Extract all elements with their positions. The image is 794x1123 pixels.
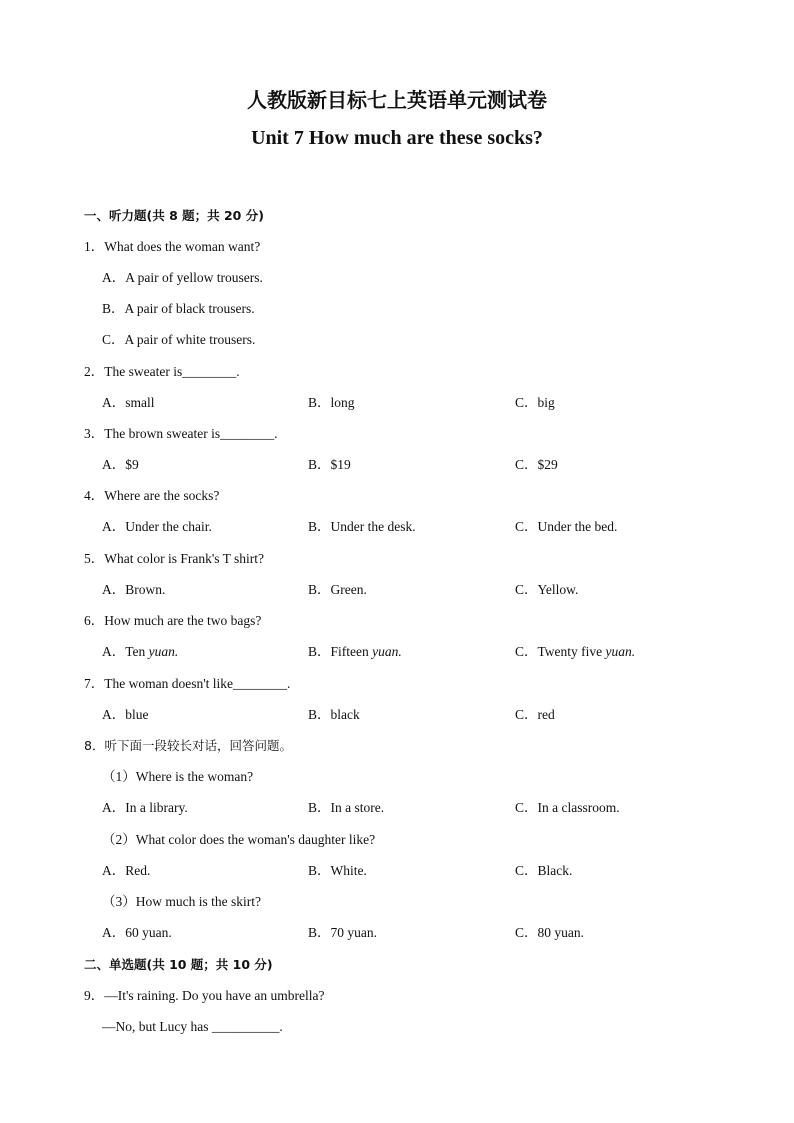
question-6-stem: 6．How much are the two bags? (84, 613, 262, 628)
question-2-option-a: A．small (102, 395, 155, 410)
question-5-option-b: B．Green. (308, 582, 367, 597)
question-8-sub-1-option-c: C．In a classroom. (515, 800, 620, 815)
question-6-option-c (515, 643, 635, 661)
question-3-option-b: B．$19 (308, 457, 351, 472)
question-8-sub-1-option-a: A．In a library. (102, 800, 188, 815)
question-7-option-b: B．black (308, 707, 360, 722)
question-5-stem: 5．What color is Frank's T shirt? (84, 551, 265, 566)
question-2-option-c: C．big (515, 395, 555, 410)
currency-unit: yuan. (372, 644, 402, 659)
question-3-stem: 3．The brown sweater is________. (84, 426, 278, 441)
question-8-sub-3: （3）How much is the skirt? (102, 894, 261, 909)
option-text: C．Twenty five (515, 644, 606, 659)
section-heading-listening: 一、听力题(共 8 题；共 20 分) (84, 208, 264, 223)
currency-unit: yuan. (605, 644, 636, 659)
section-heading-single-choice: 二、单选题(共 10 题；共 10 分) (84, 957, 273, 972)
question-5-option-c: C．Yellow. (515, 582, 579, 597)
question-9-line-2: —No, but Lucy has __________. (102, 1019, 283, 1034)
question-8-sub-2-option-c: C．Black. (515, 863, 573, 878)
question-8-stem: 8．听下面一段较长对话，回答问题。 (84, 738, 292, 753)
question-8-sub-3-option-b: B．70 yuan. (308, 925, 377, 940)
question-4-option-b: B．Under the desk. (308, 519, 416, 534)
question-8-sub-2: （2）What color does the woman's daughter like? (102, 832, 376, 847)
page-title-english: Unit 7 How much are these socks? (251, 127, 543, 149)
question-4-option-a: A．Under the chair. (102, 519, 212, 534)
question-2-option-b: B．long (308, 395, 355, 410)
question-1-option-c: C．A pair of white trousers. (102, 332, 256, 347)
option-text: A．Ten (102, 644, 149, 659)
question-8-sub-2-option-b: B．White. (308, 863, 367, 878)
question-6-option-a (102, 643, 178, 661)
option-text: B．Fifteen (308, 644, 373, 659)
page-title-chinese: 人教版新目标七上英语单元测试卷 (247, 88, 547, 112)
question-4-stem: 4．Where are the socks? (84, 488, 220, 503)
question-8-sub-1-option-b: B．In a store. (308, 800, 385, 815)
question-8-sub-3-option-a: A．60 yuan. (102, 925, 172, 940)
question-3-option-a: A．$9 (102, 457, 139, 472)
question-5-option-a: A．Brown. (102, 582, 166, 597)
question-1-option-a: A．A pair of yellow trousers. (102, 270, 263, 285)
question-3-option-c: C．$29 (515, 457, 558, 472)
question-7-option-a: A．blue (102, 707, 149, 722)
question-8-sub-2-option-a: A．Red. (102, 863, 151, 878)
question-9-line-1: 9．—It's raining. Do you have an umbrella? (84, 988, 325, 1003)
question-7-stem: 7．The woman doesn't like________. (84, 676, 291, 691)
question-8-sub-3-option-c: C．80 yuan. (515, 925, 584, 940)
question-1-stem: 1．What does the woman want? (84, 239, 261, 254)
question-2-stem: 2．The sweater is________. (84, 364, 240, 379)
question-8-sub-1: （1）Where is the woman? (102, 769, 254, 784)
currency-unit: yuan. (148, 644, 179, 659)
question-4-option-c: C．Under the bed. (515, 519, 618, 534)
question-6-option-b (308, 643, 402, 661)
question-7-option-c: C．red (515, 707, 555, 722)
question-1-option-b: B．A pair of black trousers. (102, 301, 255, 316)
